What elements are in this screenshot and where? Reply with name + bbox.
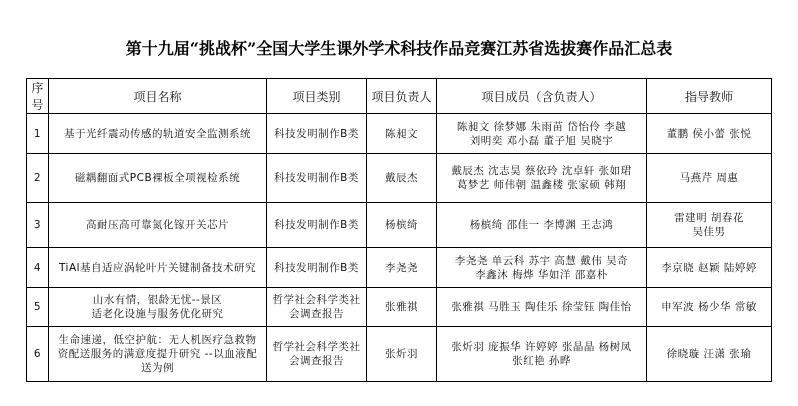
cell-advisors-line: 马燕芹 周惠 xyxy=(679,172,739,184)
cell-members-line: 陈昶文 徐梦娜 朱雨苗 岱怡伶 李越 xyxy=(456,120,627,133)
cell-members-line: 李鑫沐 梅烨 华如洋 邵嘉朴 xyxy=(475,268,608,281)
cell-advisors-line: 董鹏 侯小蕾 张悦 xyxy=(666,127,752,140)
cell-advisors-line: 徐晓璇 汪潇 张瑜 xyxy=(666,348,752,360)
cell-name-line: 山水有情，银龄无忧--景区 xyxy=(92,294,223,306)
table-row xyxy=(27,203,772,248)
cell-name-line: 适老化设施与服务优化研究 xyxy=(91,308,224,320)
cell-leader: 张雅祺 xyxy=(367,288,437,327)
cell-name xyxy=(49,288,267,327)
cell-category xyxy=(267,154,367,203)
cell-category-line: 科技发明制作B类 xyxy=(274,219,359,231)
cell-advisors-line: 申军波 杨少华 常敏 xyxy=(661,301,757,313)
cell-members xyxy=(437,288,647,327)
cell-members xyxy=(437,114,647,154)
cell-name-line: TiAl基自适应涡轮叶片关键制备技术研究 xyxy=(58,261,257,274)
cell-members-line: 张雅祺 马胜玉 陶佳乐 徐莹钰 陶佳怡 xyxy=(451,301,632,313)
cell-leader: 李尧尧 xyxy=(367,248,437,288)
cell-leader: 张炘羽 xyxy=(367,327,437,382)
cell-name-line: 送为例 xyxy=(141,362,174,374)
cell-category-line: 哲学社会科学类社 xyxy=(272,341,361,353)
table-row xyxy=(27,154,772,203)
cell-advisors xyxy=(647,154,772,203)
cell-category-line: 会调查报告 xyxy=(289,355,344,367)
cell-category xyxy=(267,288,367,327)
cell-name xyxy=(49,114,267,154)
cell-name-line: 生命速递，低空护航：无人机医疗急救物 xyxy=(58,334,257,346)
table-row xyxy=(27,327,772,382)
cell-no: 6 xyxy=(27,327,49,382)
cell-category-line: 哲学社会科学类社 xyxy=(272,294,361,306)
cell-members-line: 戴辰杰 沈志昊 蔡依玲 沈卓轩 张如珺 xyxy=(451,165,632,177)
cell-no: 4 xyxy=(27,248,49,288)
cell-leader: 陈昶文 xyxy=(367,114,437,154)
cell-name-line: 磁耦翻面式PCB裸板全项视检系统 xyxy=(74,172,241,184)
cell-members-line: 刘明奕 邓小磊 董子旭 吴晓宇 xyxy=(469,134,614,147)
table-row xyxy=(27,288,772,327)
cell-advisors-line: 李京晓 赵颖 陆婷婷 xyxy=(661,261,757,274)
cell-members-line: 张炘羽 庞振华 许婷婷 张晶晶 杨树凤 xyxy=(451,341,632,353)
cell-name xyxy=(49,203,267,248)
cell-members xyxy=(437,203,647,248)
cell-category xyxy=(267,203,367,248)
cell-members-line: 葛梦艺 师伟朝 温鑫楼 张家硕 韩翔 xyxy=(456,179,627,191)
cell-advisors xyxy=(647,288,772,327)
cell-category xyxy=(267,248,367,288)
cell-name-line: 基于光纤震动传感的轨道安全监测系统 xyxy=(64,127,251,140)
cell-members xyxy=(437,154,647,203)
table-row xyxy=(27,114,772,154)
cell-members-line: 李尧尧 单云科 苏宇 高慧 戴伟 吴奇 xyxy=(454,254,629,267)
page-title: 第十九届“挑战杯”全国大学生课外学术科技作品竞赛江苏省选拔赛作品汇总表 xyxy=(125,39,673,58)
cell-advisors xyxy=(647,203,772,248)
table-header-row xyxy=(27,79,772,114)
cell-no: 3 xyxy=(27,203,49,248)
cell-no: 1 xyxy=(27,114,49,154)
header-advisors: 指导教师 xyxy=(647,79,772,114)
cell-advisors xyxy=(647,327,772,382)
cell-advisors-line: 雷建明 胡春花 xyxy=(674,212,744,224)
cell-advisors xyxy=(647,248,772,288)
cell-category-line: 科技发明制作B类 xyxy=(274,261,359,274)
cell-category-line: 科技发明制作B类 xyxy=(274,172,359,184)
cell-category-line: 会调查报告 xyxy=(289,308,344,320)
cell-leader: 戴辰杰 xyxy=(367,154,437,203)
cell-leader: 杨槟绮 xyxy=(367,203,437,248)
cell-advisors-line: 吴佳男 xyxy=(692,226,726,238)
cell-members xyxy=(437,327,647,382)
cell-name xyxy=(49,154,267,203)
cell-category xyxy=(267,114,367,154)
cell-category xyxy=(267,327,367,382)
cell-advisors xyxy=(647,114,772,154)
cell-name xyxy=(49,327,267,382)
cell-no: 5 xyxy=(27,288,49,327)
cell-members xyxy=(437,248,647,288)
cell-members-line: 杨槟绮 邵佳一 李博渊 王志鸿 xyxy=(469,219,614,231)
header-name: 项目名称 xyxy=(49,79,267,114)
cell-no: 2 xyxy=(27,154,49,203)
projects-table xyxy=(26,78,772,382)
header-members: 项目成员（含负责人） xyxy=(437,79,647,114)
header-no: 序号 xyxy=(27,79,49,114)
cell-name xyxy=(49,248,267,288)
cell-members-line: 张红艳 孙晔 xyxy=(512,355,571,367)
cell-category-line: 科技发明制作B类 xyxy=(274,127,359,140)
header-leader: 项目负责人 xyxy=(367,79,437,114)
table-row xyxy=(27,248,772,288)
cell-name-line: 资配送服务的满意度提升研究 --以血液配 xyxy=(57,348,258,360)
cell-name-line: 高耐压高可靠氮化镓开关芯片 xyxy=(86,219,229,231)
header-category: 项目类别 xyxy=(267,79,367,114)
